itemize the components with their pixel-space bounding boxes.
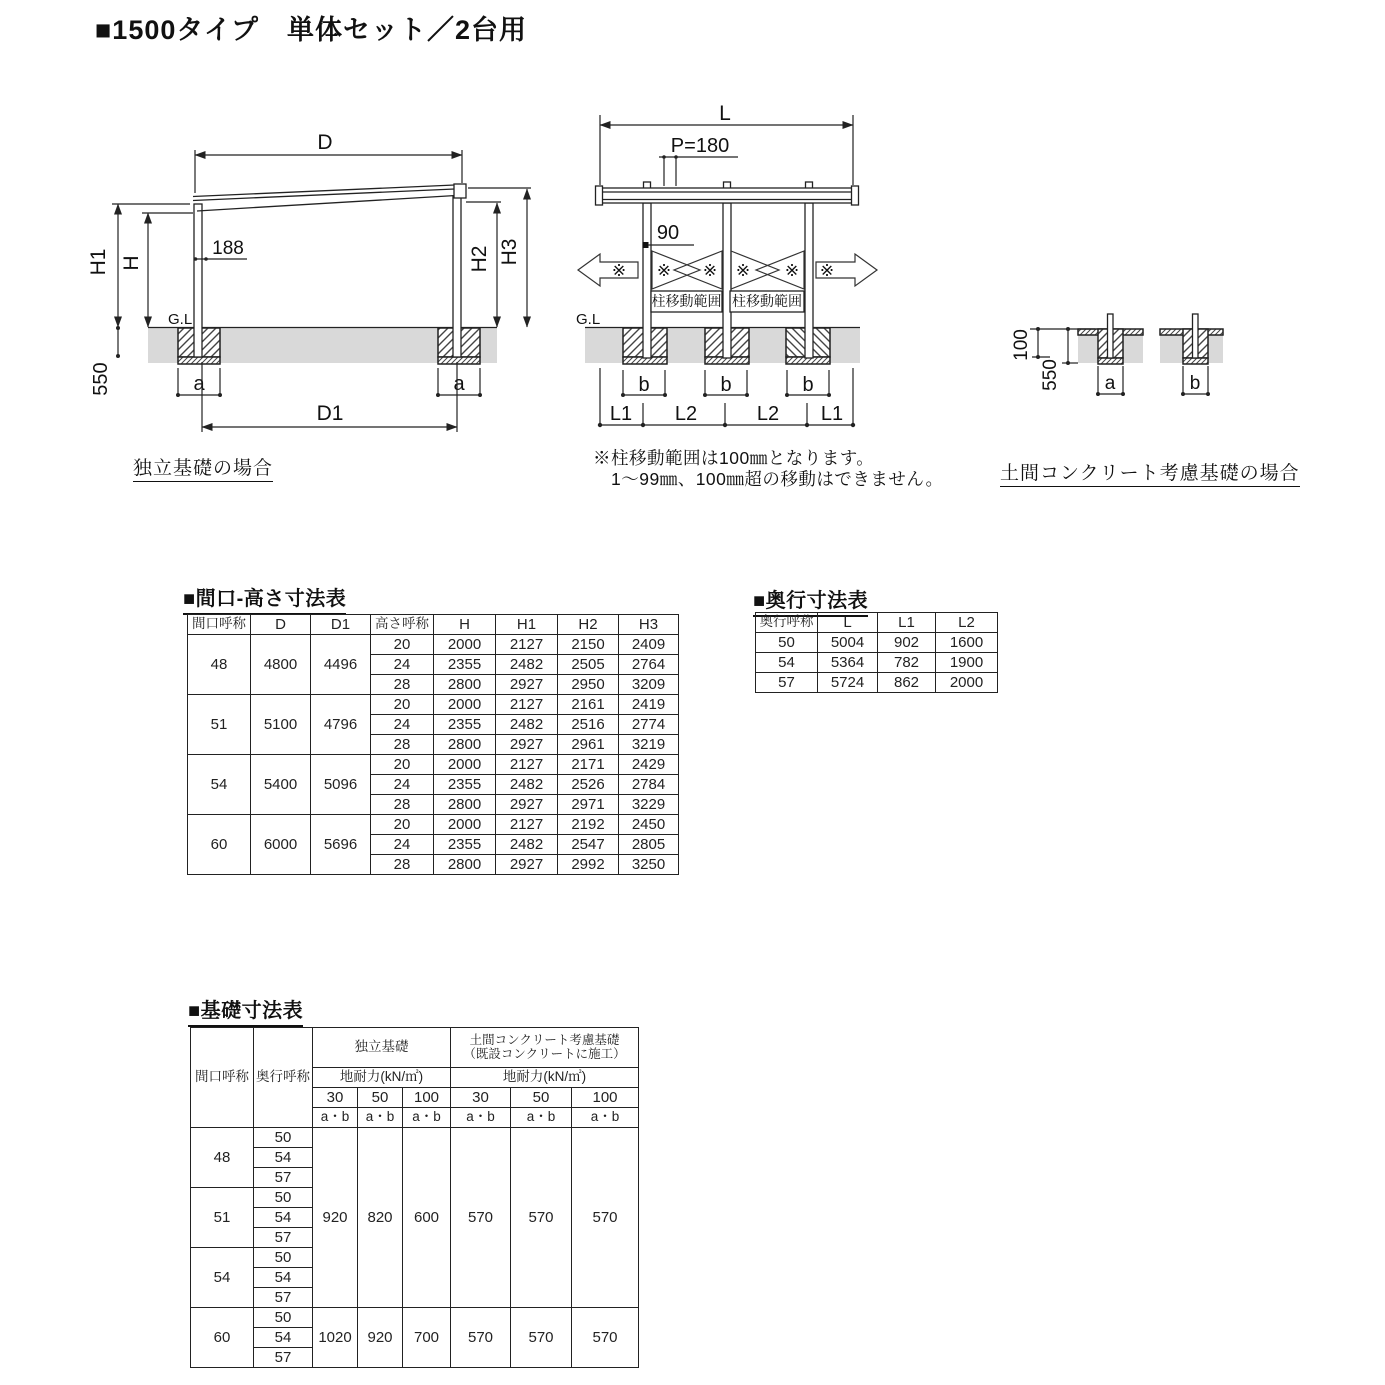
cell: 2419 [619, 695, 679, 715]
cell: H2 [558, 615, 619, 635]
cell: 2171 [558, 755, 619, 775]
post-b [1193, 314, 1199, 358]
dim-label-100: 100 [1011, 329, 1032, 361]
cell: 2127 [496, 755, 558, 775]
cell: 3250 [619, 855, 679, 875]
cell: 間口呼称 [191, 1028, 254, 1128]
post-right [453, 196, 461, 357]
cell: 100 [403, 1088, 451, 1108]
dim-label-a: a [1104, 373, 1116, 394]
cell: 2505 [558, 655, 619, 675]
dim-label-90: 90 [656, 222, 680, 244]
cell: 1600 [936, 633, 998, 653]
diagram-independent-foundation [87, 131, 531, 432]
cell: 28 [371, 855, 434, 875]
cell: 2355 [434, 715, 496, 735]
svg-text:柱移動範囲: 柱移動範囲 [732, 293, 802, 309]
cell: 2000 [434, 755, 496, 775]
cell: 20 [371, 695, 434, 715]
cell: 2526 [558, 775, 619, 795]
dim-label-L2: L2 [674, 403, 698, 425]
cell: L [818, 613, 878, 633]
cell: H3 [619, 615, 679, 635]
foundation-table [190, 1027, 639, 1368]
cell: 2800 [434, 795, 496, 815]
dimension-a [1096, 366, 1125, 396]
cell [451, 1028, 639, 1068]
cell: 20 [371, 815, 434, 835]
cell: 28 [371, 795, 434, 815]
table-row [756, 673, 998, 693]
cell: 2927 [496, 795, 558, 815]
table-row [188, 635, 679, 655]
cell: a・b [313, 1108, 358, 1128]
cell: 60 [191, 1308, 254, 1368]
dim-label-b: b [1189, 373, 1201, 394]
cell: 2192 [558, 815, 619, 835]
cell: 2355 [434, 835, 496, 855]
cell: 5004 [818, 633, 878, 653]
table-row [188, 615, 679, 635]
cell: 5696 [311, 815, 371, 875]
cell: 2927 [496, 855, 558, 875]
svg-text:柱移動範囲: 柱移動範囲 [651, 293, 722, 309]
dimension-D [195, 131, 462, 193]
dimension-550 [1040, 327, 1078, 391]
header-line: （既設コンクリートに施工） [463, 1046, 626, 1061]
movement-range-note [593, 448, 943, 490]
dim-label-H3: H3 [498, 238, 521, 266]
dimension-b-1 [621, 370, 667, 397]
cell: 57 [254, 1348, 313, 1368]
table-row [756, 653, 998, 673]
roof-panel [193, 184, 466, 211]
cell: D1 [311, 615, 371, 635]
cell: 高さ呼称 [371, 615, 434, 635]
cell: 50 [358, 1088, 403, 1108]
diagram-slab-foundation [1011, 314, 1223, 396]
cell: 独立基礎 [313, 1028, 451, 1068]
cell: 24 [371, 835, 434, 855]
cell: 2161 [558, 695, 619, 715]
dim-label-D1: D1 [316, 402, 344, 425]
cell: 24 [371, 715, 434, 735]
cell: 60 [188, 815, 251, 875]
post-2 [723, 203, 731, 358]
cell: 54 [254, 1208, 313, 1228]
cell: 6000 [251, 815, 311, 875]
cell: a・b [451, 1108, 511, 1128]
dimension-D1 [202, 362, 457, 432]
cell: 57 [254, 1288, 313, 1308]
note-line-2: 1〜99㎜、100㎜超の移動はできません。 [611, 469, 944, 489]
cell: 920 [358, 1308, 403, 1368]
cell: 2764 [619, 655, 679, 675]
cell: 5096 [311, 755, 371, 815]
width-height-table [187, 614, 679, 875]
cell: 2482 [496, 775, 558, 795]
dim-label-P180: P=180 [670, 135, 730, 157]
cell: 2355 [434, 655, 496, 675]
cell: 600 [403, 1128, 451, 1308]
roof-beam [596, 182, 859, 205]
caption-independent-foundation: 独立基礎の場合 [133, 453, 273, 482]
dim-label-H: H [120, 255, 143, 271]
cell: 2992 [558, 855, 619, 875]
dim-label-b: b [802, 374, 814, 396]
cell: a・b [358, 1108, 403, 1128]
table-row [756, 613, 998, 633]
dimension-550 [90, 326, 120, 396]
table-row [191, 1128, 639, 1148]
movement-range-box-1 [651, 291, 722, 312]
cell: a・b [403, 1108, 451, 1128]
cell: 地耐力(kN/㎡) [451, 1068, 639, 1088]
cell: L2 [936, 613, 998, 633]
cell: 570 [451, 1308, 511, 1368]
dim-label-550: 550 [90, 362, 112, 396]
cell: 5364 [818, 653, 878, 673]
svg-text:※: ※ [611, 261, 627, 280]
cell: 2516 [558, 715, 619, 735]
post-1 [643, 203, 651, 358]
arrow-left-icon [578, 254, 638, 286]
cell: 50 [254, 1248, 313, 1268]
cell: 50 [756, 633, 818, 653]
dimension-b-3 [785, 370, 831, 397]
table-row [191, 1308, 639, 1328]
cell: 2127 [496, 695, 558, 715]
dimension-a-left [176, 368, 222, 397]
depth-table-title: ■奥行寸法表 [753, 584, 868, 617]
cell: L1 [878, 613, 936, 633]
cell: 2805 [619, 835, 679, 855]
dimension-a-right [436, 368, 482, 397]
cell: 3209 [619, 675, 679, 695]
cell: 50 [254, 1188, 313, 1208]
technical-diagrams [0, 0, 1385, 520]
cell: 4796 [311, 695, 371, 755]
cell: 700 [403, 1308, 451, 1368]
cell: 2547 [558, 835, 619, 855]
cell: 51 [188, 695, 251, 755]
post-3 [805, 203, 813, 358]
svg-text:※: ※ [784, 261, 800, 280]
post-a [1108, 314, 1114, 358]
dim-label-a: a [193, 373, 205, 395]
dim-label-H1: H1 [87, 248, 110, 276]
dimension-P180 [659, 135, 738, 186]
cell: 28 [371, 675, 434, 695]
cell: 4800 [251, 635, 311, 695]
cell: 54 [756, 653, 818, 673]
cell: 2000 [434, 695, 496, 715]
header-line: 土間コンクリート考慮基礎 [469, 1033, 620, 1048]
cell: 2429 [619, 755, 679, 775]
cell: 48 [191, 1128, 254, 1188]
table-row [191, 1028, 639, 1068]
cell: 57 [254, 1168, 313, 1188]
table-row [188, 755, 679, 775]
cell: 2000 [936, 673, 998, 693]
dimension-b [1181, 366, 1210, 396]
dim-label-H2: H2 [468, 245, 491, 273]
dimension-H2 [466, 202, 501, 327]
svg-text:※: ※ [656, 261, 672, 280]
cell: 57 [254, 1228, 313, 1248]
cell: a・b [511, 1108, 572, 1128]
svg-text:※: ※ [735, 261, 751, 280]
table-row [756, 633, 998, 653]
svg-text:※: ※ [819, 261, 835, 280]
cell: 20 [371, 755, 434, 775]
cell: 20 [371, 635, 434, 655]
width-height-table-title: ■間口-高さ寸法表 [183, 582, 346, 615]
table-row [188, 815, 679, 835]
cell: 54 [254, 1148, 313, 1168]
cell: 1020 [313, 1308, 358, 1368]
ground-level-label: G.L [576, 311, 601, 328]
cell: 2784 [619, 775, 679, 795]
cell: 5400 [251, 755, 311, 815]
cell: 51 [191, 1188, 254, 1248]
cell: 862 [878, 673, 936, 693]
dimension-H [120, 213, 193, 327]
caption-slab-foundation: 土間コンクリート考慮基礎の場合 [1000, 458, 1300, 487]
cell: 2927 [496, 675, 558, 695]
cell: 54 [191, 1248, 254, 1308]
cell: 2127 [496, 815, 558, 835]
cell: 570 [572, 1128, 639, 1308]
cell: 2774 [619, 715, 679, 735]
depth-table [755, 612, 998, 693]
cell: 2450 [619, 815, 679, 835]
cell: H [434, 615, 496, 635]
cell: 50 [254, 1128, 313, 1148]
dim-label-188: 188 [212, 238, 244, 259]
diagram-front-view [576, 102, 877, 427]
cell: 570 [572, 1308, 639, 1368]
cell: 100 [572, 1088, 639, 1108]
cell: 間口呼称 [188, 615, 251, 635]
dim-label-D: D [317, 131, 333, 154]
cell: 1900 [936, 653, 998, 673]
cell: 2971 [558, 795, 619, 815]
cell: 920 [313, 1128, 358, 1308]
dim-label-550: 550 [1040, 359, 1061, 391]
cell: 782 [878, 653, 936, 673]
cell: 奥行呼称 [756, 613, 818, 633]
cell: 570 [511, 1128, 572, 1308]
cell: 24 [371, 775, 434, 795]
dim-label-L2: L2 [756, 403, 780, 425]
cell: 2800 [434, 735, 496, 755]
ground-level-label: G.L [168, 311, 193, 328]
note-line-1: ※柱移動範囲は100㎜となります。 [593, 448, 875, 468]
cell: 2800 [434, 675, 496, 695]
cell: 54 [188, 755, 251, 815]
cell: 902 [878, 633, 936, 653]
cell: 2927 [496, 735, 558, 755]
cell: 2127 [496, 635, 558, 655]
cell: 24 [371, 655, 434, 675]
movement-range-box-2 [730, 291, 804, 312]
svg-text:※: ※ [702, 261, 718, 280]
cell: 30 [451, 1088, 511, 1108]
cell: 48 [188, 635, 251, 695]
cell: H1 [496, 615, 558, 635]
cell: 2482 [496, 715, 558, 735]
cell: 30 [313, 1088, 358, 1108]
dim-label-L1: L1 [820, 403, 844, 425]
dimension-b-2 [703, 370, 749, 397]
cell: 2950 [558, 675, 619, 695]
cell: 地耐力(kN/㎡) [313, 1068, 451, 1088]
cell: 54 [254, 1268, 313, 1288]
cell: 820 [358, 1128, 403, 1308]
page-title: ■1500タイプ 単体セット／2台用 [95, 15, 528, 45]
cell: 57 [756, 673, 818, 693]
foundation-table-title: ■基礎寸法表 [188, 994, 303, 1027]
cell: 3219 [619, 735, 679, 755]
cell: 2000 [434, 815, 496, 835]
cell: 5100 [251, 695, 311, 755]
cell: 5724 [818, 673, 878, 693]
cell: 2409 [619, 635, 679, 655]
dim-label-b: b [638, 374, 650, 396]
cell: 3229 [619, 795, 679, 815]
cell: 54 [254, 1328, 313, 1348]
cell: 50 [254, 1308, 313, 1328]
dim-label-b: b [720, 374, 732, 396]
cell: 奥行呼称 [254, 1028, 313, 1128]
cell: 570 [451, 1128, 511, 1308]
cell: 2150 [558, 635, 619, 655]
cell: D [251, 615, 311, 635]
cell: 2482 [496, 835, 558, 855]
cell: 2000 [434, 635, 496, 655]
cell: a・b [572, 1108, 639, 1128]
table-row [188, 695, 679, 715]
cell: 2355 [434, 775, 496, 795]
post-left [194, 204, 202, 357]
cell: 28 [371, 735, 434, 755]
cell: 2800 [434, 855, 496, 875]
cell: 2961 [558, 735, 619, 755]
dim-label-L1: L1 [609, 403, 633, 425]
cell: 4496 [311, 635, 371, 695]
cell: 2482 [496, 655, 558, 675]
dim-label-a: a [453, 373, 465, 395]
dim-label-L: L [719, 102, 731, 125]
cell: 50 [511, 1088, 572, 1108]
cell: 570 [511, 1308, 572, 1368]
